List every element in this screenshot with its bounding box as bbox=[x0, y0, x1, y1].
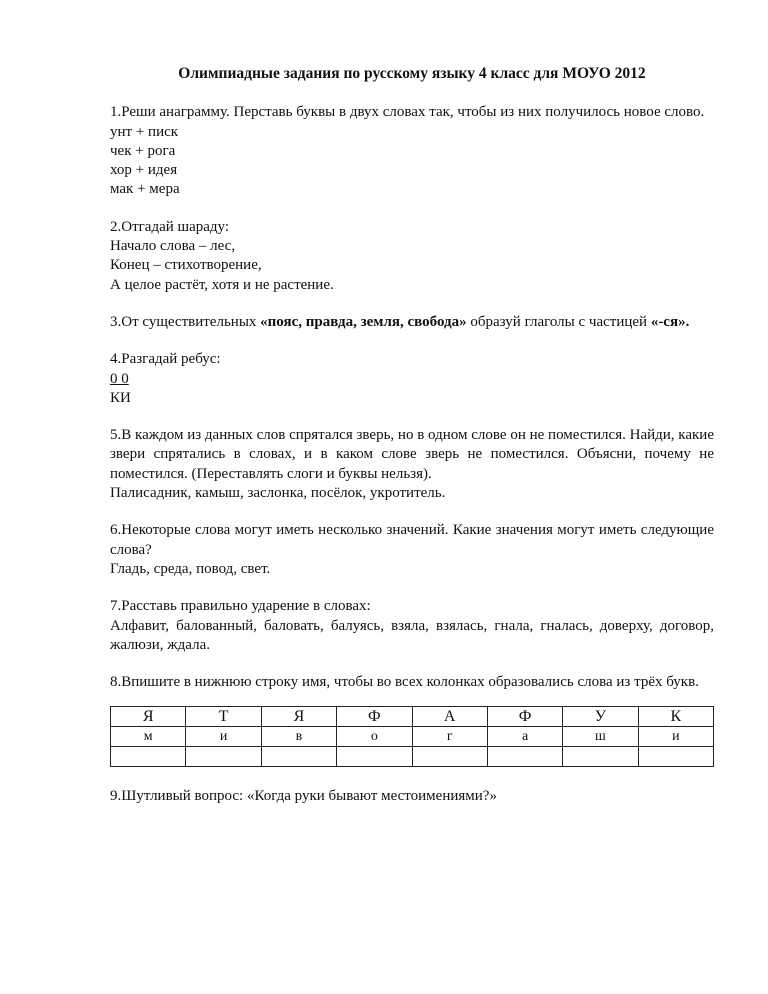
grid-answer-cell[interactable] bbox=[111, 747, 186, 767]
grid-answer-cell[interactable] bbox=[412, 747, 487, 767]
task-7-text: 7.Расставь правильно ударение в словах: bbox=[110, 598, 371, 615]
task-1 bbox=[110, 103, 714, 199]
grid-row-answer bbox=[111, 747, 714, 767]
task-3-part: образуй глаголы с частицей bbox=[466, 313, 651, 330]
grid-cell: Я bbox=[111, 707, 186, 727]
rebus-bottom: КИ bbox=[110, 389, 131, 406]
grid-cell: Ф bbox=[337, 707, 412, 727]
word-grid-table bbox=[110, 706, 714, 767]
grid-cell: и bbox=[186, 727, 261, 747]
task-1-line: мак + мера bbox=[110, 181, 180, 198]
task-6 bbox=[110, 521, 714, 579]
grid-answer-cell[interactable] bbox=[337, 747, 412, 767]
task-5 bbox=[110, 426, 714, 503]
grid-cell: Я bbox=[261, 707, 336, 727]
task-6-text: 6.Некоторые слова могут иметь несколько значений. Какие значения могут иметь следующие слова? bbox=[110, 522, 714, 558]
task-2-line: 2.Отгадай шараду: bbox=[110, 218, 229, 235]
grid-row-top bbox=[111, 707, 714, 727]
grid-cell: У bbox=[563, 707, 638, 727]
task-9 bbox=[110, 787, 714, 806]
document-title: Олимпиадные задания по русскому языку 4 класс для МОУО 2012 bbox=[178, 65, 646, 82]
task-2-line: Конец – стихотворение, bbox=[110, 257, 262, 274]
task-1-line: чек + рога bbox=[110, 142, 176, 159]
task-5-text: 5.В каждом из данных слов спрятался зверь, но в одном слове он не поместился. Найди, какие звери спрятались в словах, и в каком слове зверь не поместился. Объясни, почему не поместился. (Переставлять слоги и буквы нельзя). bbox=[110, 427, 714, 482]
task-3-part: 3.От существительных bbox=[110, 313, 261, 330]
task-7 bbox=[110, 597, 714, 655]
task-3-text bbox=[110, 313, 714, 332]
grid-cell: о bbox=[337, 727, 412, 747]
grid-row-middle bbox=[111, 727, 714, 747]
grid-cell: и bbox=[638, 727, 713, 747]
grid-cell: м bbox=[111, 727, 186, 747]
task-4 bbox=[110, 350, 714, 408]
task-8 bbox=[110, 673, 714, 692]
grid-answer-cell[interactable] bbox=[638, 747, 713, 767]
grid-answer-cell[interactable] bbox=[261, 747, 336, 767]
grid-cell: а bbox=[487, 727, 562, 747]
rebus-top: 0 0 bbox=[110, 370, 129, 387]
grid-cell: в bbox=[261, 727, 336, 747]
task-4-text: 4.Разгадай ребус: bbox=[110, 351, 221, 368]
task-1-text: 1.Реши анаграмму. Перставь буквы в двух словах так, чтобы из них получилось новое слово. bbox=[110, 104, 705, 121]
grid-cell: ш bbox=[563, 727, 638, 747]
grid-answer-cell[interactable] bbox=[487, 747, 562, 767]
task-2 bbox=[110, 218, 714, 295]
task-3-bold-particle: «-ся». bbox=[650, 313, 690, 330]
grid-cell: Ф bbox=[487, 707, 562, 727]
task-3-bold-words: «пояс, правда, земля, свобода» bbox=[260, 313, 467, 330]
task-2-line: Начало слова – лес, bbox=[110, 238, 236, 255]
task-2-line: А целое растёт, хотя и не растение. bbox=[110, 276, 334, 293]
grid-cell: г bbox=[412, 727, 487, 747]
grid-answer-cell[interactable] bbox=[186, 747, 261, 767]
task-9-text: 9.Шутливый вопрос: «Когда руки бывают местоимениями?» bbox=[110, 788, 497, 805]
task-1-line: унт + писк bbox=[110, 123, 179, 140]
task-8-text: 8.Впишите в нижнюю строку имя, чтобы во всех колонках образовались слова из трёх букв. bbox=[110, 674, 699, 691]
task-6-words: Гладь, среда, повод, свет. bbox=[110, 560, 271, 577]
task-5-words: Палисадник, камыш, заслонка, посёлок, укротитель. bbox=[110, 485, 446, 502]
grid-cell: Т bbox=[186, 707, 261, 727]
task-7-words: Алфавит, балованный, баловать, балуясь, взяла, взялась, гнала, гналась, доверху, договор, жалюзи, ждала. bbox=[110, 617, 714, 653]
grid-cell: К bbox=[638, 707, 713, 727]
grid-cell: А bbox=[412, 707, 487, 727]
task-3 bbox=[110, 313, 714, 332]
task-1-line: хор + идея bbox=[110, 162, 178, 179]
grid-answer-cell[interactable] bbox=[563, 747, 638, 767]
document-page bbox=[110, 64, 714, 825]
